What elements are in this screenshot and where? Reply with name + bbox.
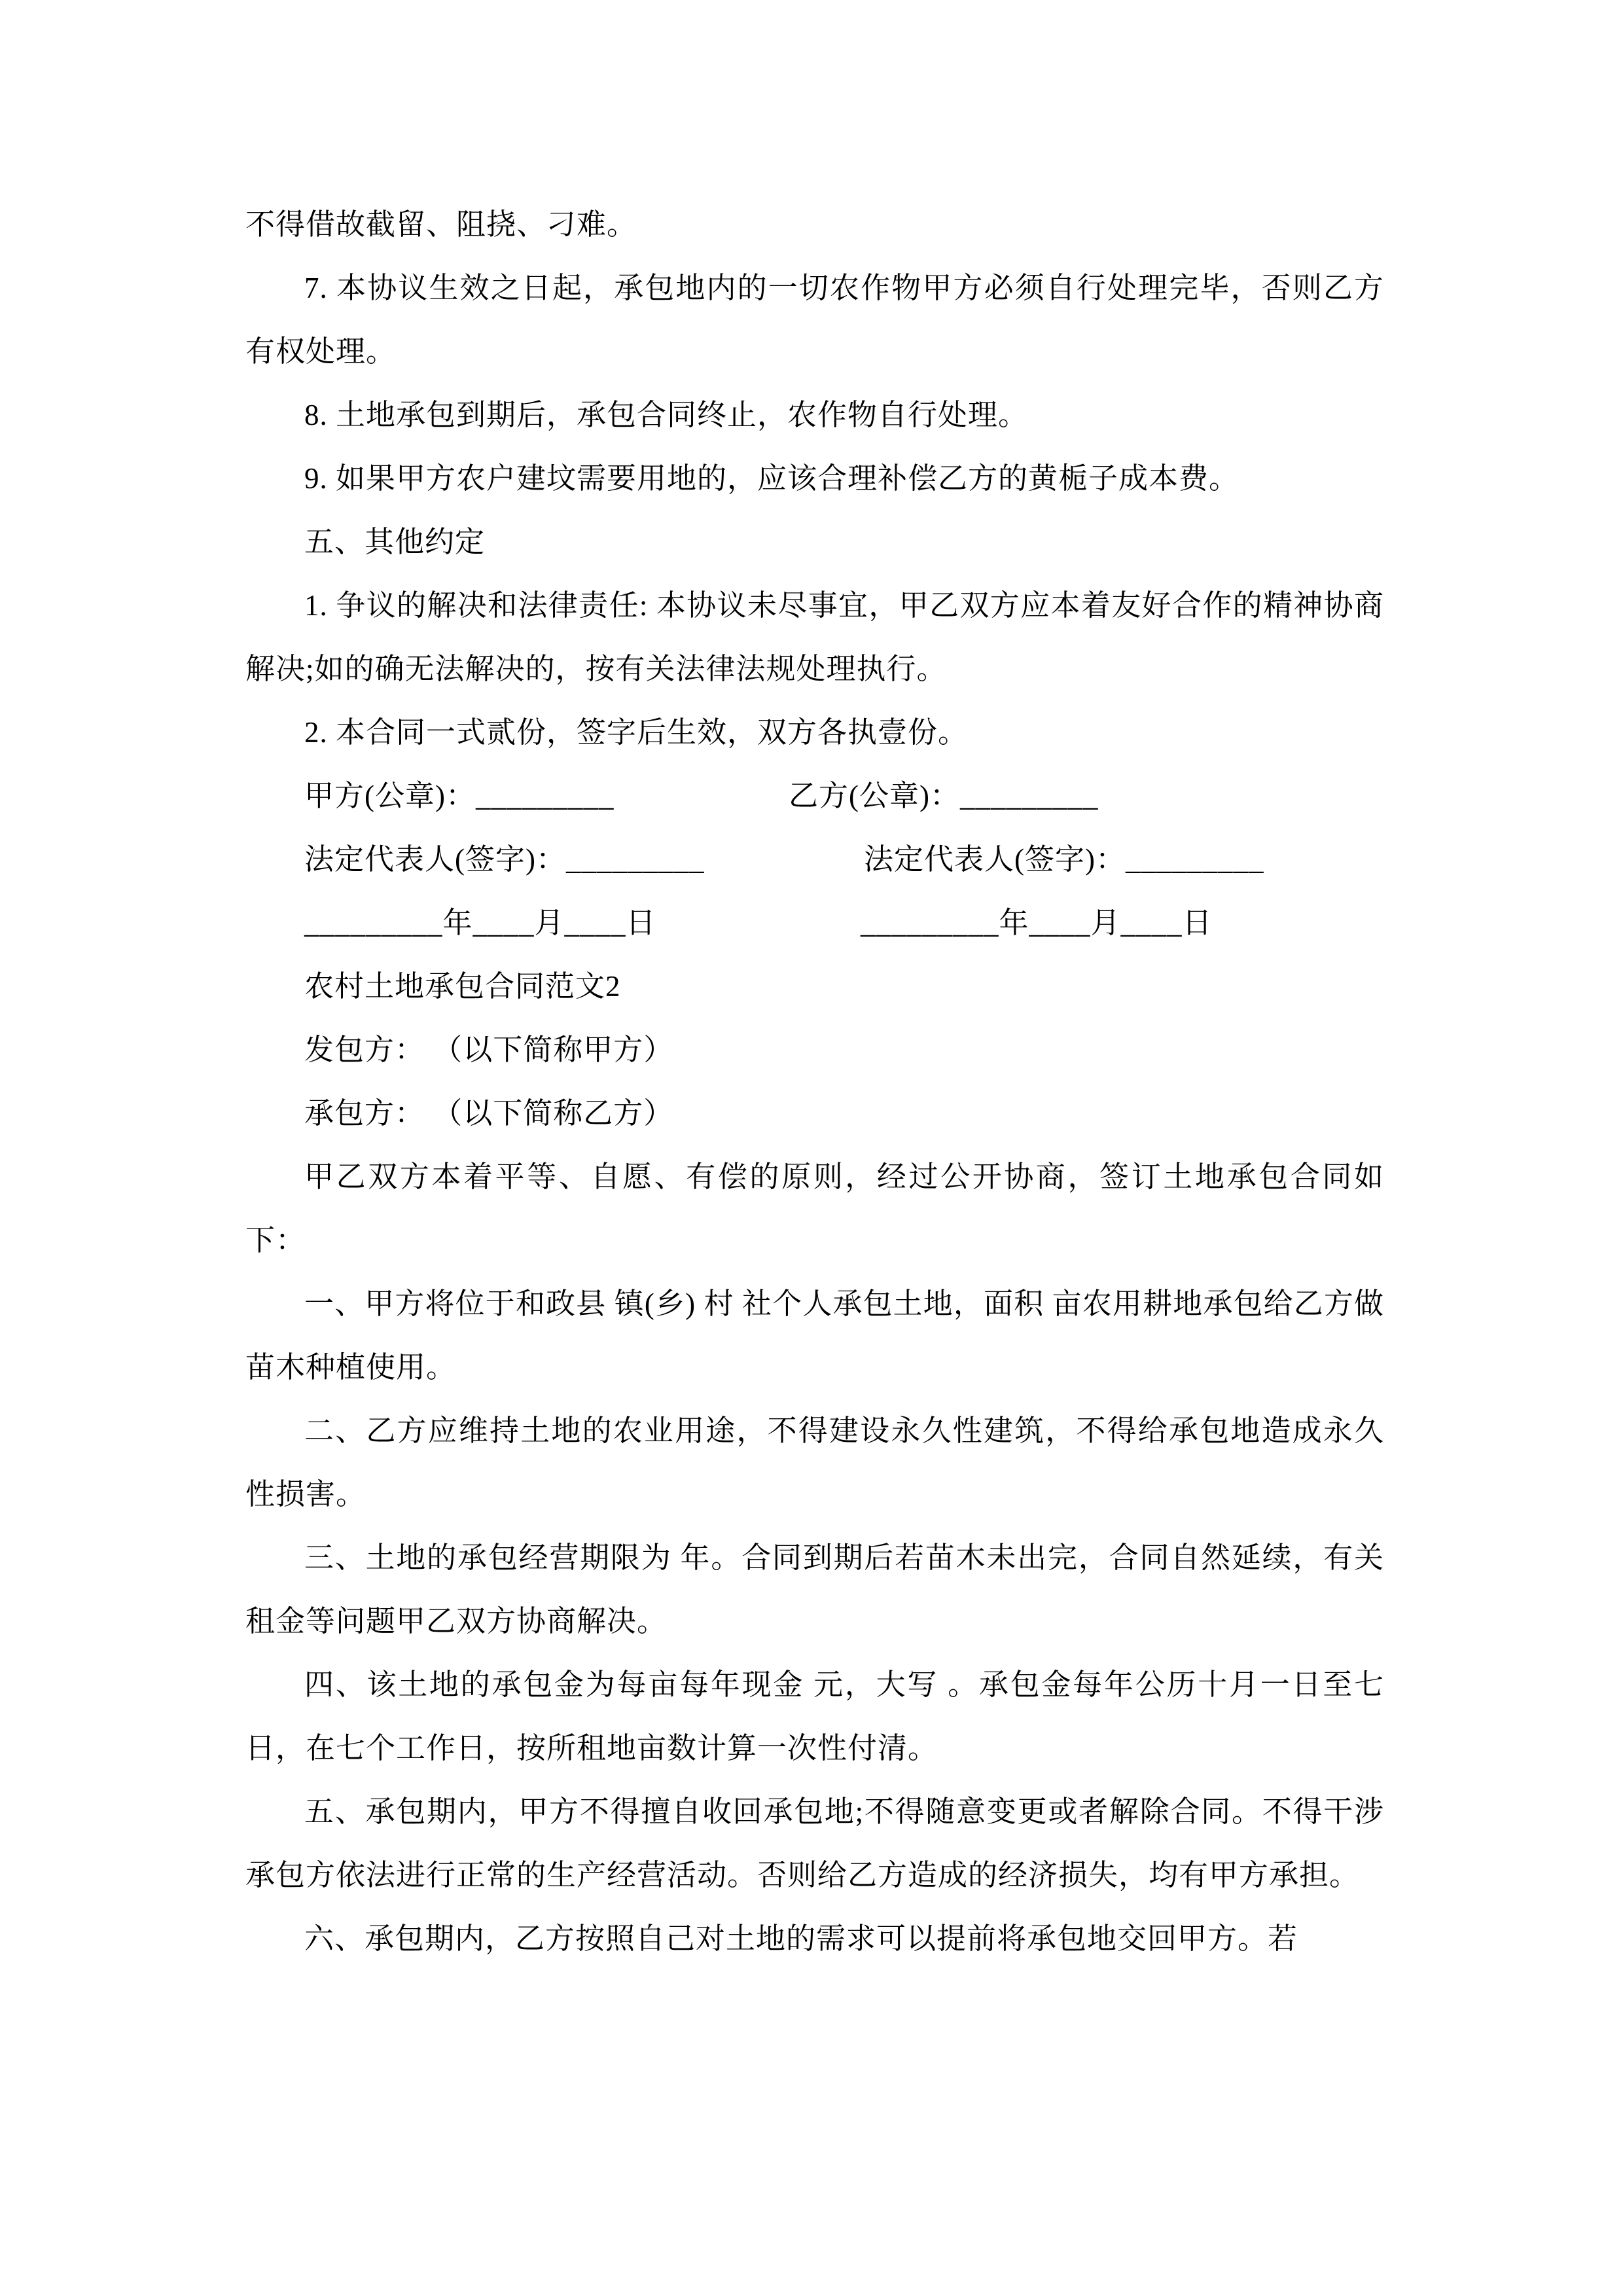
party-b-representative-field: 法定代表人(签字)：_________ bbox=[864, 843, 1264, 876]
contractor-line: 承包方： （以下简称乙方） bbox=[304, 1097, 674, 1130]
clause-8: 8. 土地承包到期后，承包合同终止，农作物自行处理。 bbox=[304, 399, 1029, 431]
signature-representative-row bbox=[245, 828, 1384, 891]
party-a-representative-field: 法定代表人(签字)：_________ bbox=[304, 843, 705, 876]
section-5-heading: 五、其他约定 bbox=[304, 526, 486, 558]
sample-contract-2-title: 农村土地承包合同范文2 bbox=[304, 970, 621, 1003]
preamble-paragraph: 甲乙双方本着平等、自愿、有偿的原则，经过公开协商，签订土地承包合同如下： bbox=[245, 1160, 1384, 1257]
party-b-date-field: _________年____月____日 bbox=[861, 906, 1213, 939]
article-6-partial: 六、承包期内，乙方按照自己对土地的需求可以提前将承包地交回甲方。若 bbox=[304, 1922, 1298, 1955]
clause-7: 7. 本协议生效之日起，承包地内的一切农作物甲方必须自行处理完毕，否则乙方有权处理。 bbox=[245, 272, 1384, 368]
clause-9: 9. 如果甲方农户建坟需要用地的，应该合理补偿乙方的黄栀子成本费。 bbox=[304, 462, 1240, 495]
article-4: 四、该土地的承包金为每亩每年现金 元，大写 。承包金每年公历十月一日至七日，在七个工作日，按所租地亩数计算一次性付清。 bbox=[245, 1668, 1384, 1765]
party-a-seal-field: 甲方(公章)：_________ bbox=[304, 780, 615, 812]
article-1: 一、甲方将位于和政县 镇(乡) 村 社个人承包土地，面积 亩农用耕地承包给乙方做苗木种植使用。 bbox=[245, 1287, 1384, 1384]
contract-issuer-line: 发包方： （以下简称甲方） bbox=[304, 1033, 674, 1066]
other-terms-item-2: 2. 本合同一式贰份，签字后生效，双方各执壹份。 bbox=[304, 716, 969, 749]
signature-seal-row bbox=[245, 764, 1384, 828]
party-b-seal-field: 乙方(公章)：_________ bbox=[789, 780, 1099, 812]
signature-date-row bbox=[245, 891, 1384, 955]
other-terms-item-1: 1. 争议的解决和法律责任: 本协议未尽事宜，甲乙双方应本着友好合作的精神协商解决;如的确无法解决的，按有关法律法规处理执行。 bbox=[245, 589, 1384, 685]
article-3: 三、土地的承包经营期限为 年。合同到期后若苗木未出完，合同自然延续，有关租金等问题甲乙双方协商解决。 bbox=[245, 1541, 1384, 1638]
article-2: 二、乙方应维持土地的农业用途，不得建设永久性建筑，不得给承包地造成永久性损害。 bbox=[245, 1414, 1384, 1511]
party-a-date-field: _________年____月____日 bbox=[304, 906, 656, 939]
clause-continuation-text: 不得借故截留、阻挠、刁难。 bbox=[245, 208, 637, 241]
article-5: 五、承包期内，甲方不得擅自收回承包地;不得随意变更或者解除合同。不得干涉承包方依法进行正常的生产经营活动。否则给乙方造成的经济损失，均有甲方承担。 bbox=[245, 1795, 1384, 1892]
